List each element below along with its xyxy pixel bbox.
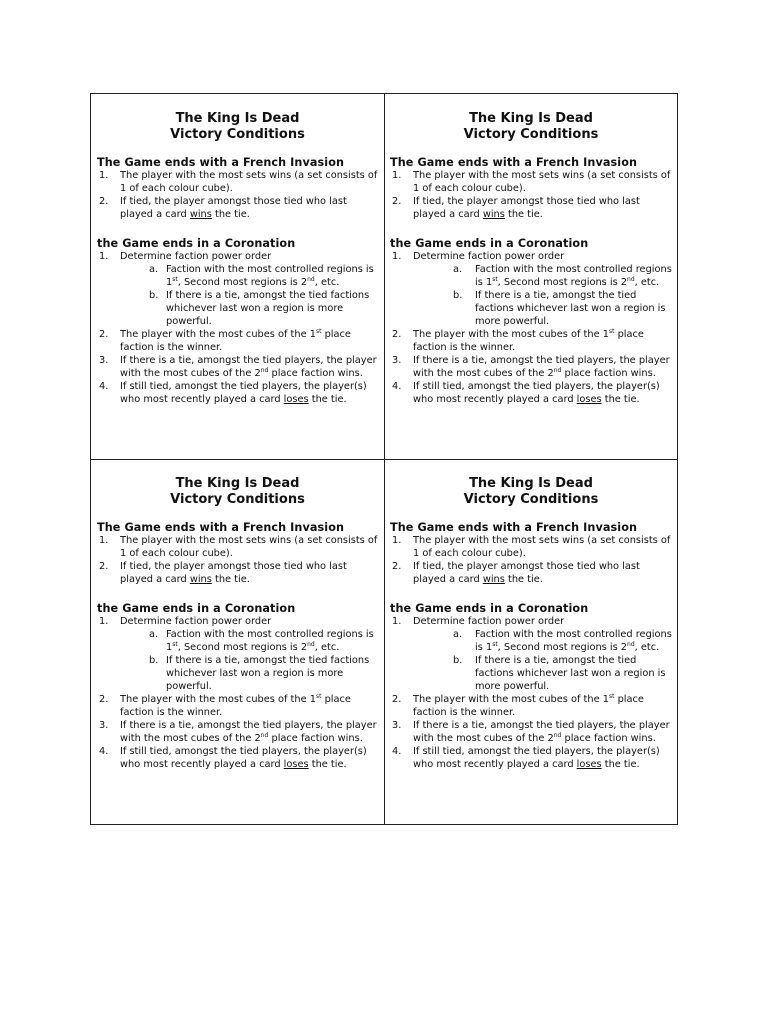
- emphasis-loses: loses: [283, 394, 309, 405]
- item-text: place faction is the winner.: [413, 694, 644, 718]
- item-number: 2.: [99, 329, 109, 340]
- coronation-list: [97, 615, 380, 771]
- item-number: 4.: [99, 381, 109, 392]
- invasion-list: [390, 534, 674, 586]
- sub-item: [120, 628, 380, 654]
- coronation-list: [97, 250, 380, 406]
- item-number: 4.: [392, 746, 402, 757]
- sub-item: [413, 289, 674, 328]
- item-text: the tie.: [504, 574, 543, 585]
- item-text: The player with the most cubes of the 1: [120, 329, 316, 340]
- invasion-heading: The Game ends with a French Invasion: [390, 521, 638, 534]
- coronation-item: [390, 328, 674, 354]
- card-title-line: The King Is Dead: [469, 111, 593, 126]
- item-text: If tied, the player amongst those tied who last played a card: [120, 561, 347, 585]
- item-number: 1.: [99, 170, 109, 181]
- sub-item: [413, 628, 674, 654]
- item-text: If still tied, amongst the tied players, the player(s) who most recently played a card: [413, 746, 660, 770]
- coronation-item: [390, 693, 674, 719]
- coronation-item: [390, 354, 674, 380]
- card-subtitle-line: Victory Conditions: [170, 492, 305, 507]
- coronation-section: [97, 237, 380, 406]
- item-text: , etc.: [634, 277, 660, 288]
- item-text: If there is a tie, amongst the tied factions whichever last won a region is more powerful.: [475, 290, 666, 327]
- item-number: 3.: [392, 720, 402, 731]
- item-number: 1.: [99, 616, 109, 627]
- item-number: 2.: [392, 329, 402, 340]
- item-number: 1.: [99, 535, 109, 546]
- coronation-list: [390, 250, 674, 406]
- item-text: The player with the most sets wins (a set consists of 1 of each colour cube).: [120, 535, 378, 559]
- item-text: place faction wins.: [268, 368, 363, 379]
- item-number: 2.: [99, 561, 109, 572]
- emphasis-loses: loses: [283, 759, 309, 770]
- coronation-heading: the Game ends in a Coronation: [390, 237, 589, 250]
- item-text: The player with the most sets wins (a set consists of 1 of each colour cube).: [120, 170, 378, 194]
- item-text: place faction wins.: [561, 368, 656, 379]
- item-number: 2.: [392, 561, 402, 572]
- ordinal-suffix: nd: [553, 732, 562, 739]
- ordinal-suffix: nd: [627, 276, 635, 283]
- card-subtitle-line: Victory Conditions: [463, 127, 599, 142]
- item-text: the tie.: [308, 394, 347, 405]
- item-text: The player with the most cubes of the 1: [413, 694, 609, 705]
- coronation-section: [97, 602, 380, 771]
- invasion-item: [390, 534, 674, 560]
- emphasis-wins: wins: [189, 209, 212, 220]
- sub-item-letter: a.: [453, 629, 463, 640]
- coronation-item: [97, 719, 380, 745]
- invasion-item: [390, 195, 674, 221]
- emphasis-wins: wins: [482, 209, 505, 220]
- item-text: the tie.: [211, 209, 250, 220]
- item-number: 3.: [99, 355, 109, 366]
- victory-card-1: [91, 94, 385, 460]
- item-text: Faction with the most controlled regions is 1: [475, 629, 672, 653]
- item-text: If there is a tie, amongst the tied factions whichever last won a region is more powerful.: [475, 655, 666, 692]
- item-text: , etc.: [314, 277, 340, 288]
- item-number: 1.: [392, 170, 402, 181]
- item-number: 1.: [392, 535, 402, 546]
- ordinal-suffix: nd: [260, 732, 269, 739]
- invasion-item: [97, 560, 380, 586]
- invasion-list: [390, 169, 674, 221]
- invasion-section: [97, 521, 380, 586]
- coronation-item: [97, 745, 380, 771]
- item-text: place faction is the winner.: [120, 694, 351, 718]
- item-text: The player with the most cubes of the 1: [413, 329, 609, 340]
- item-text: If there is a tie, amongst the tied factions whichever last won a region is more powerful.: [166, 655, 370, 692]
- ordinal-suffix: st: [608, 693, 615, 700]
- item-text: the tie.: [308, 759, 347, 770]
- item-number: 4.: [99, 746, 109, 757]
- ordinal-suffix: nd: [307, 276, 315, 283]
- item-text: If still tied, amongst the tied players, the player(s) who most recently played a card: [120, 381, 367, 405]
- sub-list: [120, 263, 380, 328]
- item-text: , Second most regions is 2: [177, 277, 308, 288]
- item-text: the tie.: [211, 574, 250, 585]
- item-text: , etc.: [634, 642, 660, 653]
- item-text: Determine faction power order: [413, 251, 565, 262]
- item-text: the tie.: [601, 759, 640, 770]
- sub-item-letter: b.: [453, 290, 463, 301]
- invasion-item: [97, 195, 380, 221]
- invasion-list: [97, 534, 380, 586]
- ordinal-suffix: nd: [307, 641, 315, 648]
- sub-item-letter: b.: [453, 655, 463, 666]
- item-number: 1.: [99, 251, 109, 262]
- victory-card-3: [91, 459, 385, 825]
- item-text: , etc.: [314, 642, 340, 653]
- emphasis-loses: loses: [576, 394, 602, 405]
- item-number: 1.: [392, 251, 402, 262]
- emphasis-wins: wins: [189, 574, 212, 585]
- item-text: If still tied, amongst the tied players, the player(s) who most recently played a card: [413, 381, 660, 405]
- item-text: The player with the most cubes of the 1: [120, 694, 316, 705]
- item-text: place faction wins.: [561, 733, 656, 744]
- item-text: the tie.: [504, 209, 543, 220]
- item-number: 2.: [392, 694, 402, 705]
- victory-card-4: [384, 459, 678, 825]
- card-subtitle-line: Victory Conditions: [170, 127, 305, 142]
- ordinal-suffix: st: [492, 641, 498, 648]
- coronation-item: [97, 354, 380, 380]
- coronation-heading: the Game ends in a Coronation: [97, 237, 296, 250]
- sub-list: [413, 628, 674, 693]
- item-text: , Second most regions is 2: [497, 277, 628, 288]
- item-text: If there is a tie, amongst the tied players, the player with the most cubes of the 2: [413, 355, 670, 379]
- sub-list: [120, 628, 380, 693]
- ordinal-suffix: nd: [553, 367, 562, 374]
- item-text: If there is a tie, amongst the tied players, the player with the most cubes of the 2: [413, 720, 670, 744]
- card-title: [384, 476, 678, 508]
- coronation-heading: the Game ends in a Coronation: [390, 602, 589, 615]
- invasion-item: [97, 534, 380, 560]
- item-text: If tied, the player amongst those tied who last played a card: [413, 561, 640, 585]
- item-text: , Second most regions is 2: [497, 642, 628, 653]
- sub-item-letter: a.: [453, 264, 463, 275]
- invasion-heading: The Game ends with a French Invasion: [97, 156, 345, 169]
- item-text: Faction with the most controlled regions is 1: [166, 629, 374, 653]
- card-title-line: The King Is Dead: [175, 476, 300, 491]
- ordinal-suffix: st: [315, 693, 322, 700]
- item-text: Faction with the most controlled regions is 1: [166, 264, 374, 288]
- coronation-item: [390, 745, 674, 771]
- item-text: , Second most regions is 2: [177, 642, 308, 653]
- item-text: place faction is the winner.: [413, 329, 644, 353]
- coronation-heading: the Game ends in a Coronation: [97, 602, 296, 615]
- invasion-item: [390, 169, 674, 195]
- coronation-item: [97, 328, 380, 354]
- sub-item-letter: b.: [149, 290, 159, 301]
- item-number: 2.: [99, 196, 109, 207]
- item-text: If still tied, amongst the tied players, the player(s) who most recently played a card: [120, 746, 367, 770]
- ordinal-suffix: nd: [260, 367, 269, 374]
- sub-item: [120, 263, 380, 289]
- sub-item-letter: a.: [149, 629, 159, 640]
- coronation-section: [390, 602, 674, 771]
- sub-item: [120, 654, 380, 693]
- item-text: Faction with the most controlled regions is 1: [475, 264, 672, 288]
- sub-item: [413, 263, 674, 289]
- sub-list: [413, 263, 674, 328]
- invasion-section: [390, 521, 674, 586]
- invasion-section: [97, 156, 380, 221]
- invasion-list: [97, 169, 380, 221]
- invasion-item: [390, 560, 674, 586]
- invasion-section: [390, 156, 674, 221]
- item-text: If there is a tie, amongst the tied players, the player with the most cubes of the 2: [120, 355, 377, 379]
- coronation-item: [97, 615, 380, 693]
- sub-item-letter: a.: [149, 264, 159, 275]
- ordinal-suffix: st: [172, 276, 178, 283]
- coronation-item: [390, 250, 674, 328]
- ordinal-suffix: st: [608, 328, 615, 335]
- item-text: The player with the most sets wins (a set consists of 1 of each colour cube).: [413, 170, 671, 194]
- coronation-item: [390, 380, 674, 406]
- item-number: 1.: [392, 616, 402, 627]
- coronation-list: [390, 615, 674, 771]
- card-title: [91, 476, 384, 508]
- card-title-line: The King Is Dead: [469, 476, 593, 491]
- item-number: 4.: [392, 381, 402, 392]
- ordinal-suffix: st: [172, 641, 178, 648]
- emphasis-wins: wins: [482, 574, 505, 585]
- item-text: place faction wins.: [268, 733, 363, 744]
- card-title: [384, 111, 678, 143]
- item-text: If there is a tie, amongst the tied players, the player with the most cubes of the 2: [120, 720, 377, 744]
- item-text: If tied, the player amongst those tied who last played a card: [120, 196, 347, 220]
- item-number: 2.: [392, 196, 402, 207]
- ordinal-suffix: nd: [627, 641, 635, 648]
- card-sheet: [90, 93, 678, 825]
- sub-item-letter: b.: [149, 655, 159, 666]
- item-text: Determine faction power order: [120, 251, 272, 262]
- item-number: 3.: [392, 355, 402, 366]
- victory-card-2: [384, 94, 678, 460]
- card-title: [91, 111, 384, 143]
- coronation-item: [97, 380, 380, 406]
- item-text: place faction is the winner.: [120, 329, 351, 353]
- coronation-item: [390, 719, 674, 745]
- coronation-section: [390, 237, 674, 406]
- invasion-heading: The Game ends with a French Invasion: [390, 156, 638, 169]
- ordinal-suffix: st: [315, 328, 322, 335]
- coronation-item: [97, 693, 380, 719]
- item-text: the tie.: [601, 394, 640, 405]
- invasion-item: [97, 169, 380, 195]
- card-subtitle-line: Victory Conditions: [463, 492, 599, 507]
- ordinal-suffix: st: [492, 276, 498, 283]
- coronation-item: [97, 250, 380, 328]
- item-text: Determine faction power order: [413, 616, 565, 627]
- item-text: If there is a tie, amongst the tied factions whichever last won a region is more powerful.: [166, 290, 370, 327]
- sub-item: [413, 654, 674, 693]
- item-text: Determine faction power order: [120, 616, 272, 627]
- sub-item: [120, 289, 380, 328]
- item-text: The player with the most sets wins (a set consists of 1 of each colour cube).: [413, 535, 671, 559]
- item-number: 3.: [99, 720, 109, 731]
- card-title-line: The King Is Dead: [175, 111, 300, 126]
- invasion-heading: The Game ends with a French Invasion: [97, 521, 345, 534]
- emphasis-loses: loses: [576, 759, 602, 770]
- item-text: If tied, the player amongst those tied who last played a card: [413, 196, 640, 220]
- item-number: 2.: [99, 694, 109, 705]
- coronation-item: [390, 615, 674, 693]
